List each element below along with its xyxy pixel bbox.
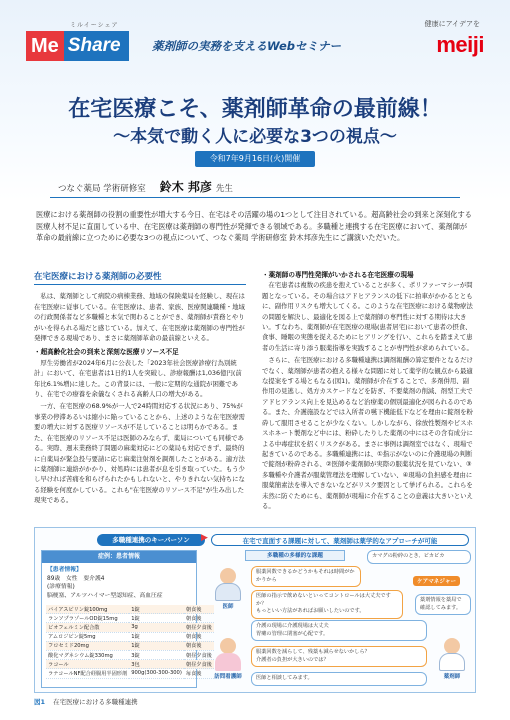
bubble-text: カマグの粉砕のとき、ピカピカ [372,553,445,559]
drug-freq: 朝食後 [184,641,214,650]
patient-info-line: 89歳 女性 要介護4 [47,575,105,582]
physician-label: 医師 [222,604,234,610]
lead-paragraph: 医療における薬剤師の役割の重要性が増大する今日、在宅はその活躍の場の1つとして注目されている。超高齢社会の到来と深刻化する医療人材不足に直面している中、在宅医療は薬剤師の専門性が発揮できる領域である。多職種と連携する在宅医療において、薬剤師が革命の最前線に立つために必要な3つの視点について、つなぐ薬局 学術研修室 鈴木邦彦先生にご講演いただいた。 [36,210,472,242]
page-subtitle: 〜本気で動く人に必要な3つの視点〜 [113,127,397,147]
drug-qty: 3g [129,623,184,632]
speaker-affiliation: つなぐ薬局 学術研修室 [58,184,146,194]
drug-name: バイアスピリン錠100mg [46,605,129,614]
figure-left-title: 多職種連携のキーパーソン [97,534,205,546]
table-row [46,660,214,669]
table-row [46,623,214,632]
date-badge: 令和7年9月16日(火)開催 [195,151,315,167]
logo-ruby: ミルイーシェア [70,22,119,29]
prescription-table [46,605,214,679]
pharmacist-figure [435,638,469,678]
nurse-label: 訪問看護師 [214,674,242,680]
patient-info [42,563,196,603]
patient-info-line: 脳梗塞、アルツハイマー型認知症、高血圧症 [47,592,163,599]
speaker-info [58,178,233,196]
bubble-text: 胃瘻の管理に閉塞が心配です。 [256,630,329,637]
speech-bubble [251,672,427,686]
drug-name: ラコール [46,660,129,669]
right-column [262,266,474,513]
bubble-text: 介護の現場に介護現場は大丈夫 [256,623,329,629]
speech-bubble [367,550,471,564]
figure-right-title: 在宅で直面する課題に対して、薬剤師は薬学的なアプローチが可能 [211,534,469,546]
table-row [46,614,214,623]
drug-freq: 朝昼夕食後 [184,623,214,632]
speech-bubble [251,646,427,667]
left-column [34,266,246,508]
bubble-text: 医師の指示で飲めないといってコントロールは大丈夫ですか？ [256,593,391,607]
figure-number: 図1 [34,698,46,706]
drug-name: ランソプラゾールOD錠15mg [46,614,129,623]
drug-qty: 3錠 [129,650,184,659]
drug-qty: 1錠 [129,641,184,650]
section-heading: 在宅医療における薬剤師の必要性 [34,272,246,285]
speech-bubble [251,620,427,641]
speech-bubble [251,590,403,619]
speech-bubble [251,566,361,587]
paragraph: 厚生労働省が2024年6月に公表した「2023年社会医療診療行為別統計」において、在宅患者は1日約1人を突破し、診療報酬は1,036億円(前年比6.1%増)に達した。この背景には、一般に定期的な通院が困難であり、在宅での療養を余儀なくされる高齢人口の増大がある。 [34,358,242,399]
table-row [46,669,214,678]
speaker-honorific: 先生 [215,184,233,194]
drug-qty: 1錠 [129,614,184,623]
drug-qty: 900g(300-300-300) [131,670,182,677]
drug-name: ラナコールNF配合経腸用半固形剤 [46,669,129,678]
logo-share: Share [64,31,129,61]
bubble-text: 医師と相談してみます。 [256,675,313,681]
figure-caption-text: 在宅医療における多職種連携 [53,698,138,706]
speaker-name: 鈴木 邦彦 [159,180,212,194]
table-row [46,641,214,650]
paragraph: 私は、薬剤師として病院の病棟業務、地域の保険薬局を経験し、現在は在宅医療に従事している。在宅医療は、患者、家族、医療関連職種・地域の行政関係者など多職種と本気で関わることができ、薬剤師が責務とやりがいを得られる場だと感じている。加えて、在宅医療は薬剤師の専門性が発揮できる現場であり、まさに薬剤師革命の最前線といえる。 [34,292,245,343]
drug-name: ビオフェルミン配合散 [46,623,129,632]
physician-figure [211,568,245,608]
figure-caption [34,697,138,706]
table-row [46,605,214,614]
case-box [41,550,212,688]
drug-name: 酸化マグネシウム錠330mg [46,650,129,659]
brand-tagline: 健康にアイデアを [424,20,480,28]
body-icon [215,583,241,601]
table-row [46,632,214,641]
paragraph: 一方、在宅医療の68.9%が一人で24時間対応する状況にあり、75%が事業の停滞あるいは縮小に陥っていることから、上述のような在宅医療需要の増大に対する医療リソースが不足していることは明らかである。また、在宅医療のリソース不足は医師のみならず、薬局についても同様である。実際、週末業務終了問題の麻薬対応にどの薬局も対応できず、最終的に自薬局が緊急投与要請に応じ麻薬注射剤を調剤したことがある。適方法に薬剤師に連絡がかかり、対処時には患者が息を引き取っていた。もう少し早ければ苦痛を和らげられたかもしれないと、やりきれない気持ちになる経験を何度かしている。これも"在宅医療のリソース不足"が生み出した現実である。 [34,402,245,505]
case-title: 症例：患者情報 [42,551,196,563]
caregiver-tag: ケアマネジャー [413,576,460,586]
page-title: 在宅医療こそ、薬剤師革命の最前線！ [68,97,442,122]
patient-info-label: 【患者情報】 [47,567,82,573]
drug-freq: 朝食後 [184,614,214,623]
drug-freq: 毎食後 [184,669,214,678]
body-icon [439,653,465,671]
body-icon [215,653,241,671]
drug-qty: 3包 [129,660,184,669]
meshare-logo[interactable] [26,30,129,62]
head-icon [444,638,460,654]
drug-freq: 朝昼夕食後 [184,660,214,669]
team-heading: 多職種の多様的な課題 [245,550,345,561]
head-icon [220,638,236,654]
bubble-text: 服薬回数できるかどうかもそれは時間がかかりから [256,569,355,583]
drug-qty: 1錠 [129,632,184,641]
bubble-text: 介護者の負担が大きいのでは？ [256,656,329,663]
bubble-text: もっといい方法があればお願いしたいのです。 [256,608,365,615]
meiji-logo[interactable]: meiji [436,32,484,57]
bubble-text: 服薬回数を減らして、残薬も減らせないかしら？ [256,649,370,655]
paragraph: さらに、在宅医療における多職種連携は調剤報酬の算定要件となるだけでなく、薬剤師が患者の抱える様々な問題に対して薬学的な観点から最適な提案をする場ともなる(図1)。薬剤師が介在することで、多剤併用、副作用の見逃し、処方カスケードなどを防ぎ、不要薬剤の削減、剤型工夫でアドヒアランス向上を見込めるなど治療薬の個別最適化が図られるのである。また、介護施設などでは入所者の嚥下機能低下などを理由に錠剤を粉砕して服用させることが少なくない。しかしながら、徐放性製剤やビスホスホネート製剤など中には、粉砕したりした薬剤の中にはその含有成分による中毒症状を招くリスクがある。まさに事例は調剤室ではなく、現場で起きているのである。多職種連携には、①指示がないのに介護現場の判断で錠剤が粉砕される、②医師や薬剤師が実際の服薬状況を見ていない、③多職種や介護者が服薬管理法を理解していない、④現場の負担感を理由に服薬簡素法を導入できないなどがリスク要因として挙げられる。これらを未然に防ぐためにも、薬剤師が現場に介在することの意義は大きいといえる。 [262,356,473,510]
head-icon [220,568,236,584]
speech-bubble [415,594,471,615]
logo-me: Me [26,31,64,61]
drug-name: アムロジピン錠5mg [46,632,129,641]
drug-qty: 1錠 [129,605,184,614]
patient-info-line: (診療情報) [47,584,75,590]
drug-freq: 朝昼夕食後 [184,650,214,659]
paragraph: 在宅患者は複数の疾患を抱えていることが多く、ポリファーマシーが問題となっている。その場合はアドヒアランスの低下に拍車がかかるとともに、副作用リスクも増大してくる。このような在宅医療における薬物療法の問題を解決し、最適化を図る上で薬剤師の専門性に対する期待は大きい。すなわち、薬剤師が在宅医療の現場(患者居宅)において患者の摂食、食事、睡眠の実態を捉えるためにヒアリングを行い、これらを踏まえて患者の生活に寄り添う服薬指導を実践することが専門性が求められている。 [262,281,473,352]
divider [50,197,460,198]
drug-freq: 朝食後 [184,605,214,614]
arrow-right-icon: ▶ [201,533,208,543]
figure-1 [34,527,476,693]
table-row [46,650,214,659]
drug-name: フロセミド20mg [46,641,129,650]
subheading: ・薬剤師の専門性発揮がいかされる在宅医療の現場 [262,271,414,279]
subheading: ・超高齢化社会の到来と深刻な医療リソース不足 [34,348,179,357]
nurse-figure [211,638,245,678]
series-subtitle: 薬剤師の実務を支えるWebセミナー [152,39,341,53]
pharmacist-label: 薬剤師 [443,674,461,680]
bubble-text: 薬剤情報を薬局で確認してみます。 [420,597,462,611]
drug-freq: 朝食後 [184,632,214,641]
